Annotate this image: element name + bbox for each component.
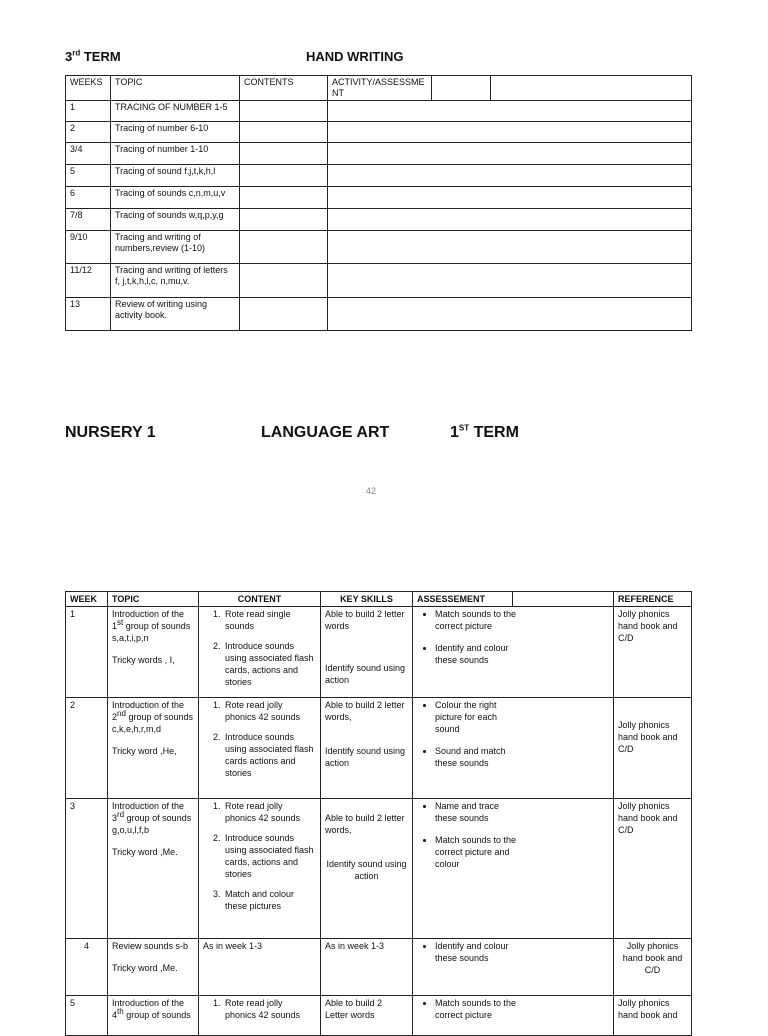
cell-reference [614,698,692,799]
cell-key-skills [321,799,413,939]
cell-content [199,698,321,799]
cell-reference: Jolly phonics hand book and C/D [614,939,692,996]
tricky-words: Tricky word ,Me. [112,963,178,973]
topic-sup: st [117,618,124,627]
col-header-weeks: WEEKS [66,76,111,101]
cell-content [199,799,321,939]
cell-week: 5 [66,996,108,1036]
col-header-topic: TOPIC [108,592,199,607]
tricky-words: Tricky word ,Me. [112,847,178,857]
cell-week: 2 [66,122,111,143]
list-item: • Colour the right picture for each sound [435,699,523,735]
cell-contents [240,264,328,298]
list-item: • Match sounds to the correct picture and colour [435,834,523,870]
term-number: 3 [65,49,73,64]
cell-topic [108,607,199,698]
topic-text: group of sounds c,k,e,h,r,m,d [112,712,193,734]
cell-activity [328,264,692,298]
assessment-list [417,608,523,666]
col-header-activity: ACTIVITY/ASSESSME NT [328,76,432,101]
cell-contents [240,231,328,264]
term-heading [65,49,121,64]
term2-number: 1 [450,424,459,441]
cell-topic [108,996,199,1036]
cell-week: 3 [66,799,108,939]
cell-assessment [413,698,614,799]
skill-text: Letter words [325,1010,375,1020]
table-row [66,298,692,331]
topic-text: Introduction of the [112,609,185,619]
topic-sup: th [117,1007,124,1016]
topic-text: Introduction of the [112,801,185,811]
topic-sup: rd [117,810,125,819]
cell-week: 1 [66,607,108,698]
skill-text: Able to build 2 letter words, [325,700,405,722]
cell-content: As in week 1-3 [199,939,321,996]
cell-week: 4 [66,939,108,996]
page-number: 42 [366,486,377,496]
cell-topic: TRACING OF NUMBER 1-5 [111,101,240,122]
list-item: • Match sounds to the correct picture [435,608,523,632]
cell-contents [240,101,328,122]
topic-num: 1 [112,621,118,631]
cell-topic: Tracing of sound f,j,t,k,h,l [111,165,240,187]
cell-activity [328,187,692,209]
table-row [66,143,692,165]
cell-week: 7/8 [66,209,111,231]
term2-heading [450,424,519,442]
cell-content [199,607,321,698]
table-row [66,209,692,231]
table-row [66,799,692,939]
tricky-words: Tricky word ,He, [112,746,177,756]
term-word: TERM [83,49,121,64]
list-item: 3. Match and colour these pictures [223,888,316,912]
col-header-topic: TOPIC [111,76,240,101]
table-row [66,122,692,143]
assessment-list [417,997,523,1021]
cell-activity [328,231,692,264]
term-suffix: rd [72,48,81,58]
cell-activity [328,143,692,165]
skill-text: Identify sound using action [325,746,406,768]
cell-week: 11/12 [66,264,111,298]
topic-text: Review sounds s-b [112,941,189,951]
cell-reference: Jolly phonics hand book and C/D [614,607,692,698]
cell-topic [108,939,199,996]
col-header-blank-1 [432,76,491,101]
cell-topic: Tracing of sounds c,n,m,u,v [111,187,240,209]
cell-week: 9/10 [66,231,111,264]
list-item: 1. Rote read jolly phonics 42 sounds [223,997,316,1021]
topic-sup: nd [117,709,126,718]
cell-activity [328,209,692,231]
cell-reference: Jolly phonics hand book and C/D [614,799,692,939]
list-item: 2. Introduce sounds using associated flash cards, actions and stories [223,832,316,880]
table-row [66,264,692,298]
topic-text: group of sounds [126,1010,191,1020]
table-row [66,165,692,187]
list-item: 1. Rote read jolly phonics 42 sounds [223,800,316,824]
cell-key-skills [321,698,413,799]
cell-content [199,996,321,1036]
skill-text: Identify sound using action [326,859,407,881]
list-item: • Sound and match these sounds [435,745,523,769]
cell-assessment [413,939,614,996]
cell-week: 13 [66,298,111,331]
list-item: • Identify and colour these sounds [435,940,523,964]
cell-key-skills [321,607,413,698]
list-item: 1. Rote read single sounds [223,608,316,632]
skill-text: Identify sound using action [325,663,406,685]
table-header-row [66,592,692,607]
cell-week: 2 [66,698,108,799]
col-header-contents: CONTENTS [240,76,328,101]
list-item: 2. Introduce sounds using associated flash cards actions and stories [223,731,316,779]
cell-activity [328,101,692,122]
cell-activity [328,165,692,187]
term2-word: TERM [473,424,519,441]
cell-activity [328,298,692,331]
cell-contents [240,298,328,331]
col-header-content: CONTENT [199,592,321,607]
subject-heading: HAND WRITING [306,49,404,64]
cell-week: 5 [66,165,111,187]
cell-contents [240,187,328,209]
table-row [66,101,692,122]
cell-topic: Tracing and writing of numbers,review (1-10) [111,231,240,264]
cell-activity [328,122,692,143]
topic-text: group of sounds g,o,u,l,f,b [112,813,192,835]
col-header-blank [513,592,614,607]
table-row [66,607,692,698]
class-heading: NURSERY 1 [65,424,156,441]
content-list [203,997,316,1021]
reference-text: Jolly phonics hand book and C/D [618,720,678,754]
subject2-heading: LANGUAGE ART [261,424,390,441]
cell-topic: Tracing of number 6-10 [111,122,240,143]
col-header-key-skills: KEY SKILLS [321,592,413,607]
cell-contents [240,122,328,143]
topic-num: 4 [112,1010,118,1020]
col-header-assessment: ASSESSEMENT [413,592,513,607]
cell-topic: Tracing of number 1-10 [111,143,240,165]
skill-text: Able to build 2 letter words [325,609,405,631]
cell-topic [108,698,199,799]
handwriting-table [65,75,692,331]
cell-assessment [413,607,614,698]
list-item: 2. Introduce sounds using associated flash cards, actions and stories [223,640,316,688]
assessment-list [417,699,523,769]
cell-topic [108,799,199,939]
col-header-week: WEEK [66,592,108,607]
language-art-table [65,591,692,1036]
cell-contents [240,143,328,165]
assessment-list [417,940,523,964]
tricky-words: Tricky words , I, [112,655,175,665]
cell-week: 1 [66,101,111,122]
cell-topic: Tracing of sounds w,q,p,y,g [111,209,240,231]
skill-text: Able to build 2 letter words, [325,813,405,835]
cell-key-skills: As in week 1-3 [321,939,413,996]
topic-num: 2 [112,712,118,722]
list-item: • Name and trace these sounds [435,800,523,824]
content-list [203,800,316,912]
cell-contents [240,209,328,231]
topic-text: Introduction of the [112,700,185,710]
cell-assessment [413,996,614,1036]
table-row [66,939,692,996]
skill-text: Able to build 2 [325,998,383,1008]
table-row [66,996,692,1036]
content-list [203,699,316,779]
list-item: 1. Rote read jolly phonics 42 sounds [223,699,316,723]
cell-topic: Review of writing using activity book. [111,298,240,331]
cell-week: 3/4 [66,143,111,165]
content-list [203,608,316,688]
cell-contents [240,165,328,187]
assessment-list [417,800,523,870]
cell-assessment [413,799,614,939]
table-row [66,698,692,799]
term2-suffix: ST [458,423,470,433]
list-item: • Match sounds to the correct picture [435,997,523,1021]
col-header-blank-2 [491,76,692,101]
cell-week: 6 [66,187,111,209]
topic-text: Introduction of the [112,998,185,1008]
table-row [66,187,692,209]
table-header-row [66,76,692,101]
cell-topic: Tracing and writing of letters f, j,t,k,h,l,c, n,mu,v. [111,264,240,298]
col-header-reference: REFERENCE [614,592,692,607]
list-item: • Identify and colour these sounds [435,642,523,666]
cell-key-skills [321,996,413,1036]
table-row [66,231,692,264]
topic-num: 3 [112,813,118,823]
topic-text: group of sounds s,a,t,i,p,n [112,621,191,643]
cell-reference: Jolly phonics hand book and [614,996,692,1036]
